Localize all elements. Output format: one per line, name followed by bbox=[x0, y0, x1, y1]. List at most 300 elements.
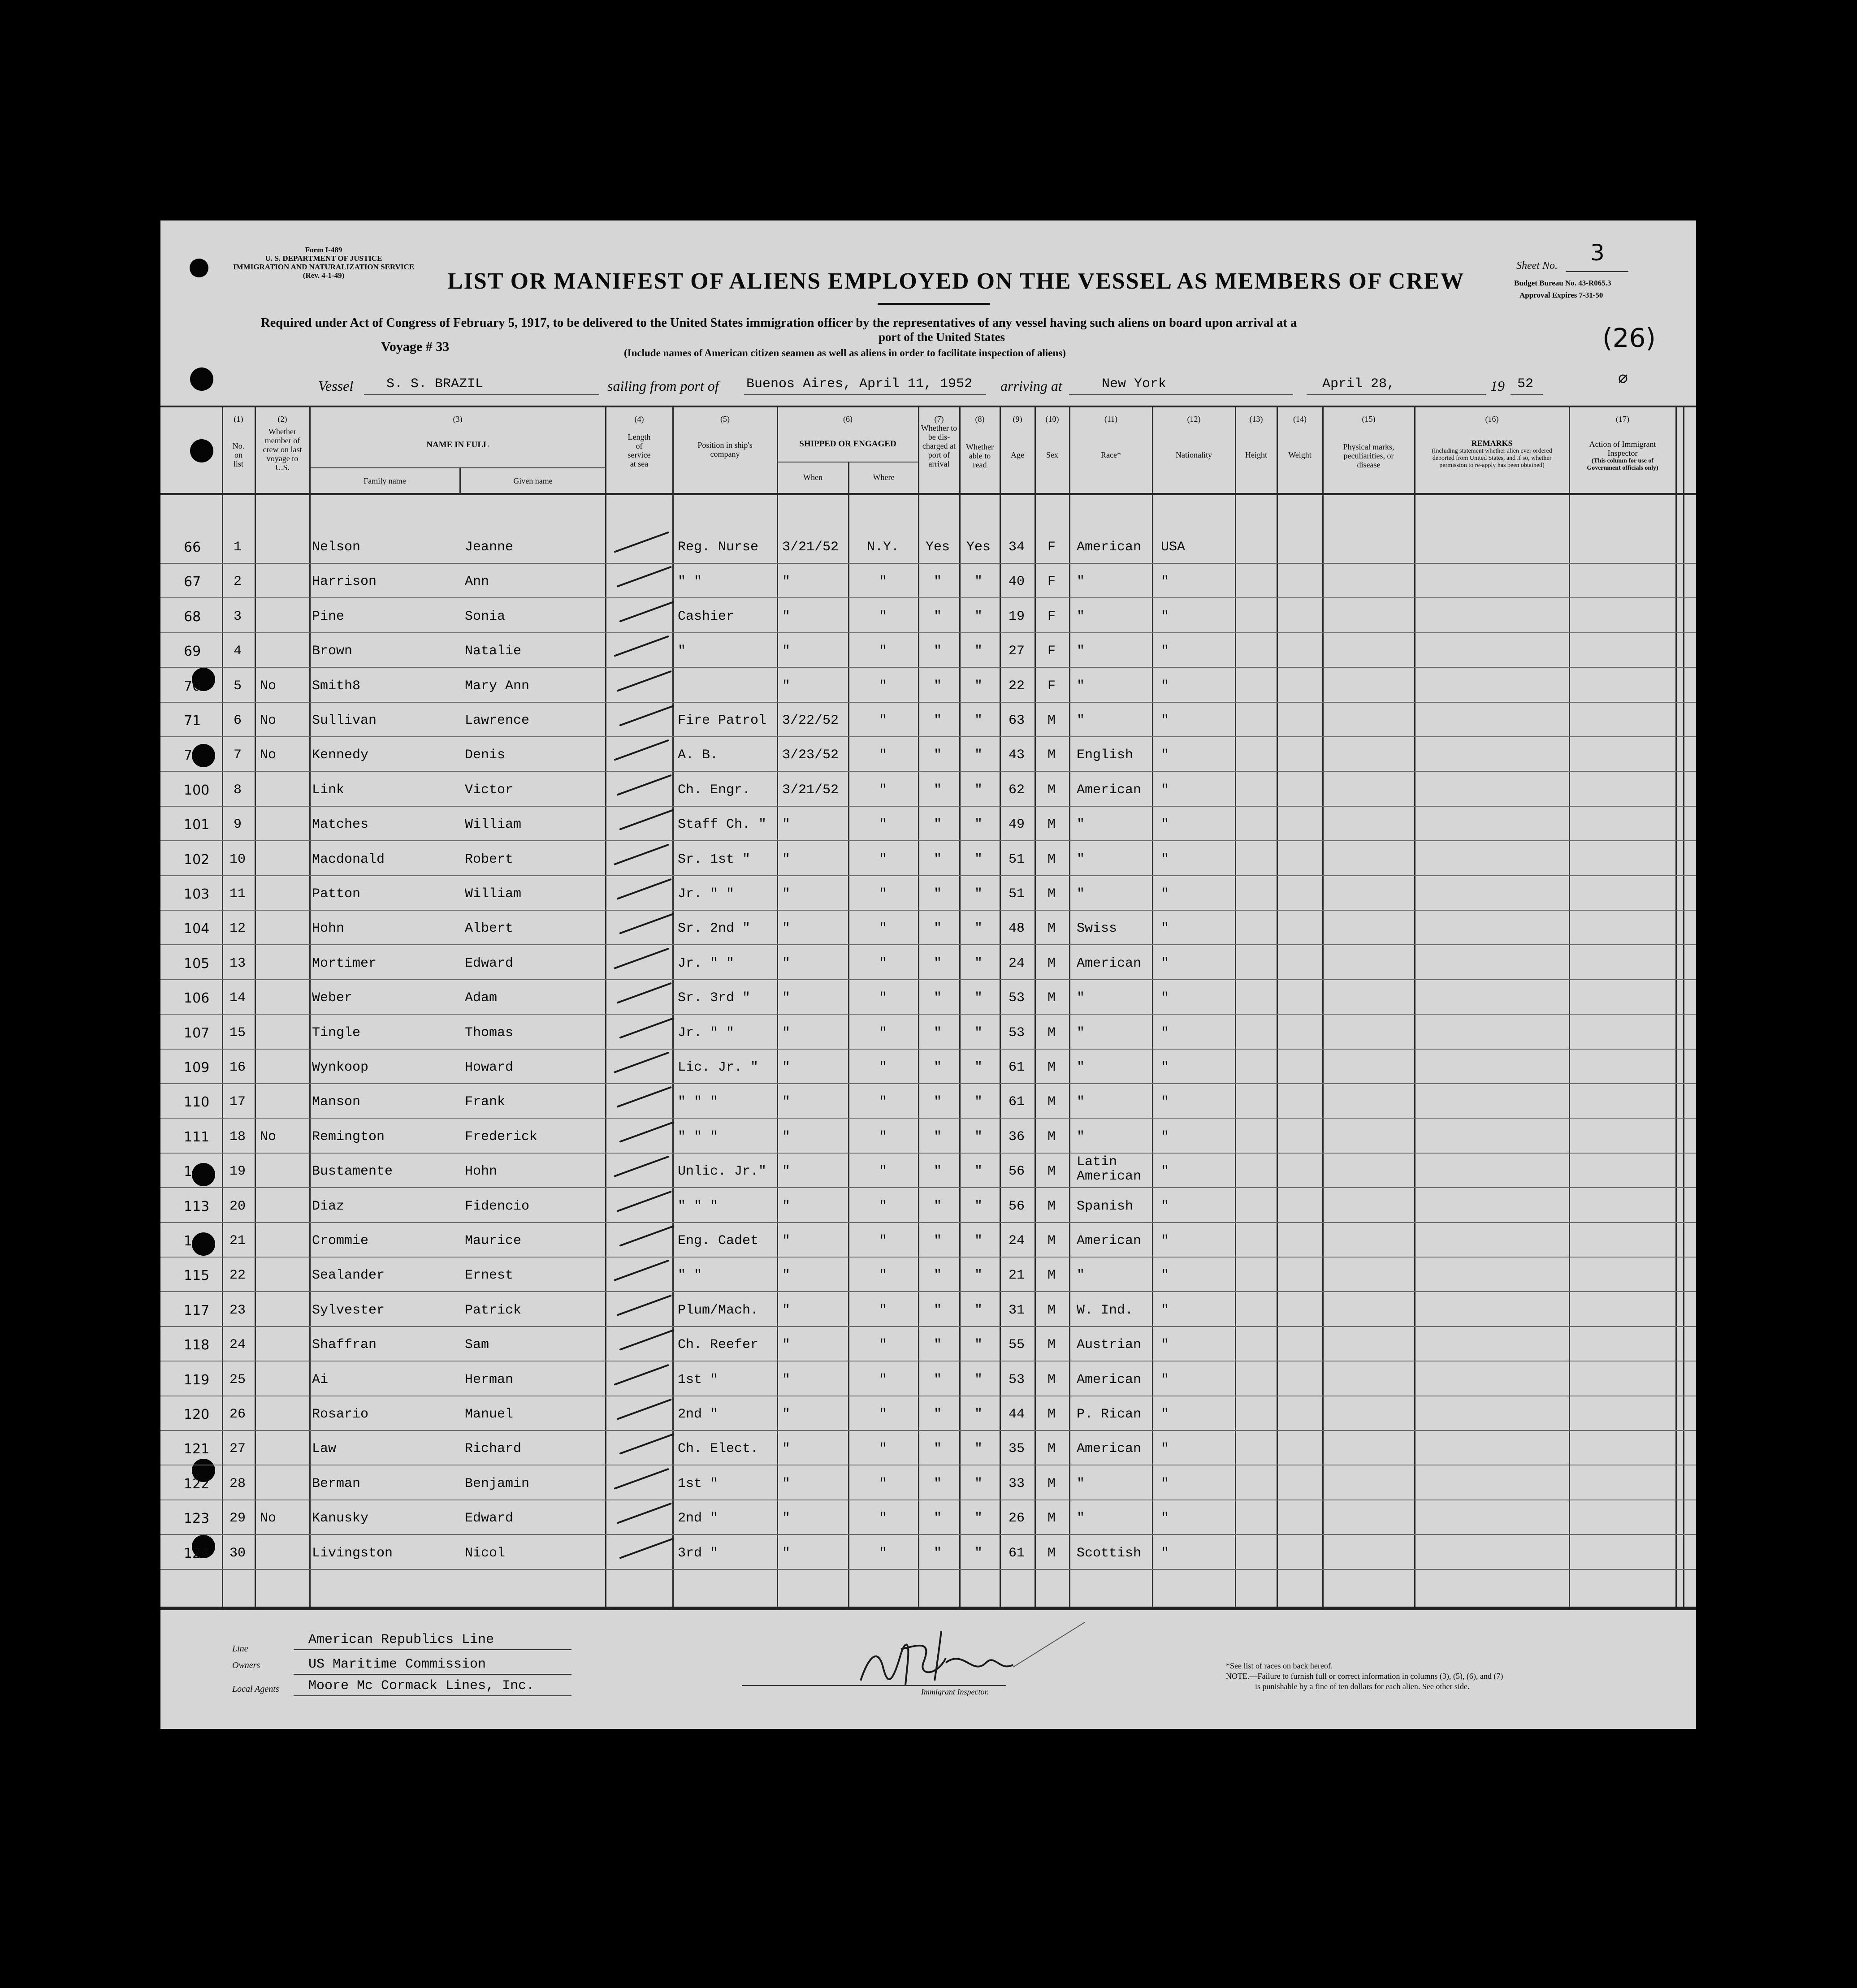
nationality: " bbox=[1161, 1545, 1169, 1561]
nationality: " bbox=[1161, 1233, 1169, 1249]
shipped-when: " bbox=[782, 1441, 791, 1457]
row-number: 26 bbox=[229, 1407, 246, 1422]
col-divider bbox=[1569, 406, 1570, 1609]
position: Plum/Mach. bbox=[678, 1302, 759, 1318]
sheet-number: 3 bbox=[1590, 240, 1605, 266]
row-rule bbox=[160, 1569, 1696, 1570]
family-name: Kennedy bbox=[312, 748, 369, 763]
position: Fire Patrol bbox=[678, 713, 767, 728]
line-value: American Republics Line bbox=[308, 1632, 494, 1647]
sex: M bbox=[1047, 1164, 1056, 1180]
shipped-when: " bbox=[782, 1407, 791, 1422]
col6-label: SHIPPED OR ENGAGED bbox=[799, 439, 896, 449]
discharged: " bbox=[933, 1129, 942, 1145]
discharged: " bbox=[933, 644, 942, 659]
able-to-read: " bbox=[974, 1407, 983, 1422]
line-number: 66 bbox=[184, 540, 201, 555]
col-divider bbox=[777, 406, 778, 1609]
age: 22 bbox=[1008, 678, 1025, 694]
shipped-when: " bbox=[782, 1372, 791, 1387]
family-name: Crommie bbox=[312, 1233, 369, 1249]
required-line-2: port of the United States bbox=[879, 330, 1005, 344]
race: " bbox=[1077, 851, 1085, 867]
row-number: 7 bbox=[233, 748, 242, 763]
position: " " bbox=[678, 574, 702, 590]
col-divider bbox=[1235, 406, 1236, 1609]
family-name: Hohn bbox=[312, 921, 345, 937]
given-name: Benjamin bbox=[465, 1476, 530, 1491]
row-rule bbox=[160, 1083, 1696, 1084]
line-number: 119 bbox=[184, 1372, 210, 1388]
discharged: " bbox=[933, 817, 942, 833]
row-number: 17 bbox=[229, 1094, 246, 1110]
shipped-where: " bbox=[879, 817, 887, 833]
shipped-when: " bbox=[782, 609, 791, 624]
col16-number: (16) bbox=[1485, 415, 1499, 424]
sex: M bbox=[1047, 1476, 1056, 1491]
sheet-number-line bbox=[1566, 271, 1628, 272]
line-number: 71 bbox=[184, 713, 201, 729]
shipped-where: " bbox=[879, 574, 887, 590]
line-label: Line bbox=[232, 1644, 248, 1654]
race: American bbox=[1077, 540, 1142, 555]
col-divider bbox=[672, 406, 674, 1609]
col9-label: Age bbox=[1011, 450, 1024, 459]
col1-label: No. on list bbox=[232, 441, 245, 468]
row-number: 6 bbox=[233, 713, 242, 728]
row-number: 3 bbox=[233, 609, 242, 624]
penalty-note-2: is punishable by a fine of ten dollars for each alien. See other side. bbox=[1255, 1682, 1470, 1691]
row-number: 25 bbox=[229, 1372, 246, 1387]
penalty-note-1: NOTE.—Failure to furnish full or correct information in columns (3), (5), (6), and (7) bbox=[1226, 1672, 1503, 1681]
given-name: Fidencio bbox=[465, 1198, 530, 1214]
discharged: " bbox=[933, 990, 942, 1006]
line-number: 122 bbox=[184, 1476, 210, 1492]
position: Ch. Elect. bbox=[678, 1441, 759, 1457]
col4-label: Length of service at sea bbox=[628, 432, 651, 468]
arriving-line bbox=[1069, 394, 1293, 395]
shipped-where: " bbox=[879, 1545, 887, 1561]
sex: M bbox=[1047, 1302, 1056, 1318]
line-number: 100 bbox=[184, 782, 210, 798]
nationality: " bbox=[1161, 1302, 1169, 1318]
shipped-where: " bbox=[879, 609, 887, 624]
row-rule bbox=[160, 1118, 1696, 1119]
budget-block bbox=[1514, 279, 1611, 299]
row-rule bbox=[160, 736, 1696, 737]
shipped-when: " bbox=[782, 1302, 791, 1318]
shipped-when: " bbox=[782, 1545, 791, 1561]
sex: M bbox=[1047, 955, 1056, 971]
shipped-where: " bbox=[879, 1441, 887, 1457]
given-name: Adam bbox=[465, 990, 498, 1006]
sex: M bbox=[1047, 1511, 1056, 1526]
age: 48 bbox=[1008, 921, 1025, 937]
shipped-when: " bbox=[782, 851, 791, 867]
race: P. Rican bbox=[1077, 1407, 1142, 1422]
row-number: 15 bbox=[229, 1025, 246, 1041]
line-number: 113 bbox=[184, 1198, 210, 1214]
row-number: 14 bbox=[229, 990, 246, 1006]
able-to-read: " bbox=[974, 748, 983, 763]
line-number: 111 bbox=[184, 1129, 210, 1145]
row-number: 29 bbox=[229, 1511, 246, 1526]
row-rule bbox=[160, 667, 1696, 668]
able-to-read: " bbox=[974, 574, 983, 590]
sex: M bbox=[1047, 1198, 1056, 1214]
nationality: USA bbox=[1161, 540, 1186, 555]
col-divider bbox=[1675, 406, 1677, 1609]
col10-label: Sex bbox=[1046, 450, 1058, 459]
row-rule bbox=[160, 1326, 1696, 1327]
given-name: William bbox=[465, 817, 522, 833]
position: Unlic. Jr." bbox=[678, 1164, 767, 1180]
given-name: Victor bbox=[465, 782, 514, 798]
given-name: Frederick bbox=[465, 1129, 538, 1145]
row-number: 24 bbox=[229, 1337, 246, 1353]
family-name: Manson bbox=[312, 1094, 361, 1110]
position: " " " bbox=[678, 1129, 719, 1145]
shipped-when: " bbox=[782, 990, 791, 1006]
vessel-name: S. S. BRAZIL bbox=[386, 376, 484, 392]
nationality: " bbox=[1161, 678, 1169, 694]
family-name: Bustamente bbox=[312, 1164, 393, 1180]
line-number: 106 bbox=[184, 990, 210, 1007]
shipped-where: " bbox=[879, 1372, 887, 1387]
budget-number: Budget Bureau No. 43-R065.3 bbox=[1514, 279, 1611, 287]
age: 27 bbox=[1008, 644, 1025, 659]
race: " bbox=[1077, 817, 1085, 833]
able-to-read: " bbox=[974, 886, 983, 902]
age: 61 bbox=[1008, 1545, 1025, 1561]
col15-number: (15) bbox=[1362, 415, 1376, 424]
shipped-where: " bbox=[879, 886, 887, 902]
race: W. Ind. bbox=[1077, 1302, 1134, 1318]
able-to-read: " bbox=[974, 1337, 983, 1353]
sailing-label: sailing from port of bbox=[607, 378, 719, 394]
row-number: 21 bbox=[229, 1233, 246, 1249]
shipped-when: " bbox=[782, 1025, 791, 1041]
col15-header bbox=[1323, 415, 1414, 469]
given-name: Mary Ann bbox=[465, 678, 530, 694]
nationality: " bbox=[1161, 851, 1169, 867]
family-name: Tingle bbox=[312, 1025, 361, 1041]
row-number: 18 bbox=[229, 1129, 246, 1145]
age: 55 bbox=[1008, 1337, 1025, 1353]
nationality: " bbox=[1161, 817, 1169, 833]
line-number: 7 bbox=[184, 748, 193, 764]
shipped-where: " bbox=[879, 1337, 887, 1353]
position: Jr. " " bbox=[678, 886, 735, 902]
shipped-when: " bbox=[782, 886, 791, 902]
previous-voyage: No bbox=[260, 1511, 277, 1526]
discharged: " bbox=[933, 886, 942, 902]
discharged: " bbox=[933, 574, 942, 590]
col11-header bbox=[1070, 415, 1152, 459]
shipped-where: " bbox=[879, 851, 887, 867]
given-name: Maurice bbox=[465, 1233, 522, 1249]
discharged: " bbox=[933, 1094, 942, 1110]
shipped-where: " bbox=[879, 1198, 887, 1214]
col7-number: (7) bbox=[934, 415, 944, 424]
able-to-read: " bbox=[974, 678, 983, 694]
able-to-read: " bbox=[974, 1129, 983, 1145]
given-name: Natalie bbox=[465, 644, 522, 659]
able-to-read: " bbox=[974, 1545, 983, 1561]
given-name: Patrick bbox=[465, 1302, 522, 1318]
given-name: Robert bbox=[465, 851, 514, 867]
shipped-where: " bbox=[879, 1407, 887, 1422]
age: 61 bbox=[1008, 1060, 1025, 1075]
race: Swiss bbox=[1077, 921, 1117, 937]
sex: M bbox=[1047, 1337, 1056, 1353]
discharged: " bbox=[933, 1198, 942, 1214]
previous-voyage: No bbox=[260, 1129, 277, 1145]
family-name: Diaz bbox=[312, 1198, 345, 1214]
position: " bbox=[678, 644, 686, 659]
shipped-when: " bbox=[782, 678, 791, 694]
race: " bbox=[1077, 574, 1085, 590]
able-to-read: " bbox=[974, 1476, 983, 1491]
shipped-when: " bbox=[782, 1233, 791, 1249]
discharged: " bbox=[933, 1407, 942, 1422]
shipped-when: " bbox=[782, 1164, 791, 1180]
shipped-where: " bbox=[879, 1164, 887, 1180]
discharged: " bbox=[933, 1233, 942, 1249]
col17-number: (17) bbox=[1616, 415, 1629, 424]
family-name: Harrison bbox=[312, 574, 377, 590]
able-to-read: Yes bbox=[966, 540, 991, 555]
inspector-label: Immigrant Inspector. bbox=[921, 1687, 989, 1696]
row-rule bbox=[160, 597, 1696, 598]
row-number: 13 bbox=[229, 955, 246, 971]
able-to-read: " bbox=[974, 921, 983, 937]
discharged: " bbox=[933, 1164, 942, 1180]
family-name: Rosario bbox=[312, 1407, 369, 1422]
line-number: 70 bbox=[184, 678, 201, 694]
able-to-read: " bbox=[974, 851, 983, 867]
col-divider bbox=[1322, 406, 1324, 1609]
sex: M bbox=[1047, 1372, 1056, 1387]
position: Ch. Engr. bbox=[678, 782, 751, 798]
able-to-read: " bbox=[974, 609, 983, 624]
discharged: " bbox=[933, 1372, 942, 1387]
age: 19 bbox=[1008, 609, 1025, 624]
shipped-where: " bbox=[879, 955, 887, 971]
discharged: " bbox=[933, 1060, 942, 1075]
row-rule bbox=[160, 1187, 1696, 1188]
race: " bbox=[1077, 609, 1085, 624]
col-divider bbox=[1277, 406, 1278, 1609]
shipped-where: " bbox=[879, 1060, 887, 1075]
line-number: 124 bbox=[184, 1545, 210, 1561]
row-number: 4 bbox=[233, 644, 242, 659]
family-name: Matches bbox=[312, 817, 369, 833]
shipped-when: " bbox=[782, 955, 791, 971]
race: " bbox=[1077, 1476, 1085, 1491]
shipped-where: " bbox=[879, 782, 887, 798]
row-number: 22 bbox=[229, 1268, 246, 1284]
sex: M bbox=[1047, 1545, 1056, 1561]
pencil-mark: ⌀ bbox=[1618, 368, 1628, 387]
vessel-line bbox=[364, 394, 599, 395]
family-name: Shaffran bbox=[312, 1337, 377, 1353]
able-to-read: " bbox=[974, 1094, 983, 1110]
sex: M bbox=[1047, 713, 1056, 728]
shipped-where: " bbox=[879, 1302, 887, 1318]
sex: M bbox=[1047, 1268, 1056, 1284]
shipped-where: N.Y. bbox=[866, 540, 899, 555]
arriving-at: New York bbox=[1102, 376, 1167, 392]
race: Spanish bbox=[1077, 1198, 1134, 1214]
given-name: Sam bbox=[465, 1337, 489, 1353]
row-rule bbox=[160, 875, 1696, 876]
row-rule bbox=[160, 910, 1696, 911]
line-number: 123 bbox=[184, 1511, 210, 1527]
position: Sr. 3rd " bbox=[678, 990, 751, 1006]
footer-divider bbox=[160, 1607, 1696, 1610]
col3-given-header: Given name bbox=[513, 476, 553, 485]
family-name: Livingston bbox=[312, 1545, 393, 1561]
sex: F bbox=[1047, 574, 1056, 590]
family-name: Law bbox=[312, 1441, 337, 1457]
nationality: " bbox=[1161, 1268, 1169, 1284]
col8-number: (8) bbox=[975, 415, 985, 424]
nationality: " bbox=[1161, 955, 1169, 971]
previous-voyage: No bbox=[260, 678, 277, 694]
shipped-when: " bbox=[782, 921, 791, 937]
able-to-read: " bbox=[974, 990, 983, 1006]
col6-where-header: Where bbox=[873, 473, 895, 482]
given-name: Nicol bbox=[465, 1545, 506, 1561]
col13-label: Height bbox=[1245, 450, 1267, 459]
family-name: Berman bbox=[312, 1476, 361, 1491]
race: " bbox=[1077, 1511, 1085, 1526]
able-to-read: " bbox=[974, 1268, 983, 1284]
line-number: 107 bbox=[184, 1025, 210, 1041]
shipped-where: " bbox=[879, 921, 887, 937]
col3-label: NAME IN FULL bbox=[426, 440, 489, 449]
race: Scottish bbox=[1077, 1545, 1142, 1561]
position: " " " bbox=[678, 1198, 719, 1214]
discharged: " bbox=[933, 1302, 942, 1318]
race: " bbox=[1077, 1268, 1085, 1284]
page-title: LIST OR MANIFEST OF ALIENS EMPLOYED ON THE VESSEL AS MEMBERS OF CREW bbox=[447, 268, 1465, 294]
subheader-divider bbox=[848, 462, 849, 1609]
sex: M bbox=[1047, 1441, 1056, 1457]
shipped-when: 3/21/52 bbox=[782, 782, 839, 798]
able-to-read: " bbox=[974, 1164, 983, 1180]
sex: M bbox=[1047, 817, 1056, 833]
shipped-when: " bbox=[782, 1268, 791, 1284]
col6-number: (6) bbox=[843, 415, 853, 424]
col8-header bbox=[960, 415, 1000, 469]
given-name: Albert bbox=[465, 921, 514, 937]
sex: F bbox=[1047, 644, 1056, 659]
given-name: Richard bbox=[465, 1441, 522, 1457]
nationality: " bbox=[1161, 1441, 1169, 1457]
col5-label: Position in ship's company bbox=[697, 441, 753, 458]
line-number: 1 bbox=[184, 1164, 193, 1180]
position: Reg. Nurse bbox=[678, 540, 759, 555]
col13-number: (13) bbox=[1249, 415, 1263, 424]
family-name: Mortimer bbox=[312, 955, 377, 971]
punch-hole bbox=[190, 367, 213, 391]
col16-label: REMARKS bbox=[1471, 439, 1513, 448]
year-line bbox=[1511, 394, 1543, 395]
col6-header bbox=[778, 415, 918, 449]
sex: M bbox=[1047, 1233, 1056, 1249]
col16-sublabel: (Including statement whether alien ever ordered deported from United States, and if so, whether permission to re-apply has been obtained) bbox=[1432, 448, 1552, 469]
discharged: " bbox=[933, 748, 942, 763]
age: 63 bbox=[1008, 713, 1025, 728]
nationality: " bbox=[1161, 1025, 1169, 1041]
age: 43 bbox=[1008, 748, 1025, 763]
line-number: 67 bbox=[184, 574, 201, 590]
nationality: " bbox=[1161, 609, 1169, 624]
shipped-when: " bbox=[782, 644, 791, 659]
agents-label: Local Agents bbox=[232, 1684, 279, 1694]
given-name: Herman bbox=[465, 1372, 514, 1387]
required-line-3: (Include names of American citizen seamen as well as aliens in order to facilitate inspection of aliens) bbox=[624, 347, 1066, 359]
race: " bbox=[1077, 1129, 1085, 1145]
shipped-where: " bbox=[879, 1129, 887, 1145]
arrival-date: April 28, bbox=[1322, 376, 1395, 392]
col14-label: Weight bbox=[1288, 450, 1312, 459]
inspector-signature bbox=[852, 1613, 1103, 1694]
nationality: " bbox=[1161, 1198, 1169, 1214]
col13-header bbox=[1236, 415, 1277, 459]
col5-header bbox=[673, 415, 777, 458]
position: Cashier bbox=[678, 609, 735, 624]
nationality: " bbox=[1161, 990, 1169, 1006]
shipped-when: " bbox=[782, 1060, 791, 1075]
nationality: " bbox=[1161, 886, 1169, 902]
family-name: Wynkoop bbox=[312, 1060, 369, 1075]
position: 2nd " bbox=[678, 1407, 719, 1422]
line-number: 105 bbox=[184, 955, 210, 972]
shipped-when: " bbox=[782, 1511, 791, 1526]
shipped-where: " bbox=[879, 1511, 887, 1526]
race: " bbox=[1077, 713, 1085, 728]
row-rule bbox=[160, 771, 1696, 772]
race: Austrian bbox=[1077, 1337, 1142, 1353]
line-number: 110 bbox=[184, 1094, 210, 1111]
row-number: 12 bbox=[229, 921, 246, 937]
age: 36 bbox=[1008, 1129, 1025, 1145]
col11-label: Race* bbox=[1101, 450, 1121, 459]
family-name: Patton bbox=[312, 886, 361, 902]
row-rule bbox=[160, 979, 1696, 980]
family-name: Link bbox=[312, 782, 345, 798]
discharged: Yes bbox=[925, 540, 950, 555]
position: Jr. " " bbox=[678, 955, 735, 971]
discharged: " bbox=[933, 1025, 942, 1041]
sex: F bbox=[1047, 678, 1056, 694]
shipped-where: " bbox=[879, 644, 887, 659]
family-name: Sylvester bbox=[312, 1302, 385, 1318]
given-name: Ernest bbox=[465, 1268, 514, 1284]
col-divider bbox=[1683, 406, 1684, 1609]
age: 62 bbox=[1008, 782, 1025, 798]
discharged: " bbox=[933, 609, 942, 624]
col8-label: Whether able to read bbox=[966, 442, 994, 469]
row-number: 10 bbox=[229, 851, 246, 867]
sex: M bbox=[1047, 1129, 1056, 1145]
discharged: " bbox=[933, 713, 942, 728]
able-to-read: " bbox=[974, 817, 983, 833]
age: 44 bbox=[1008, 1407, 1025, 1422]
